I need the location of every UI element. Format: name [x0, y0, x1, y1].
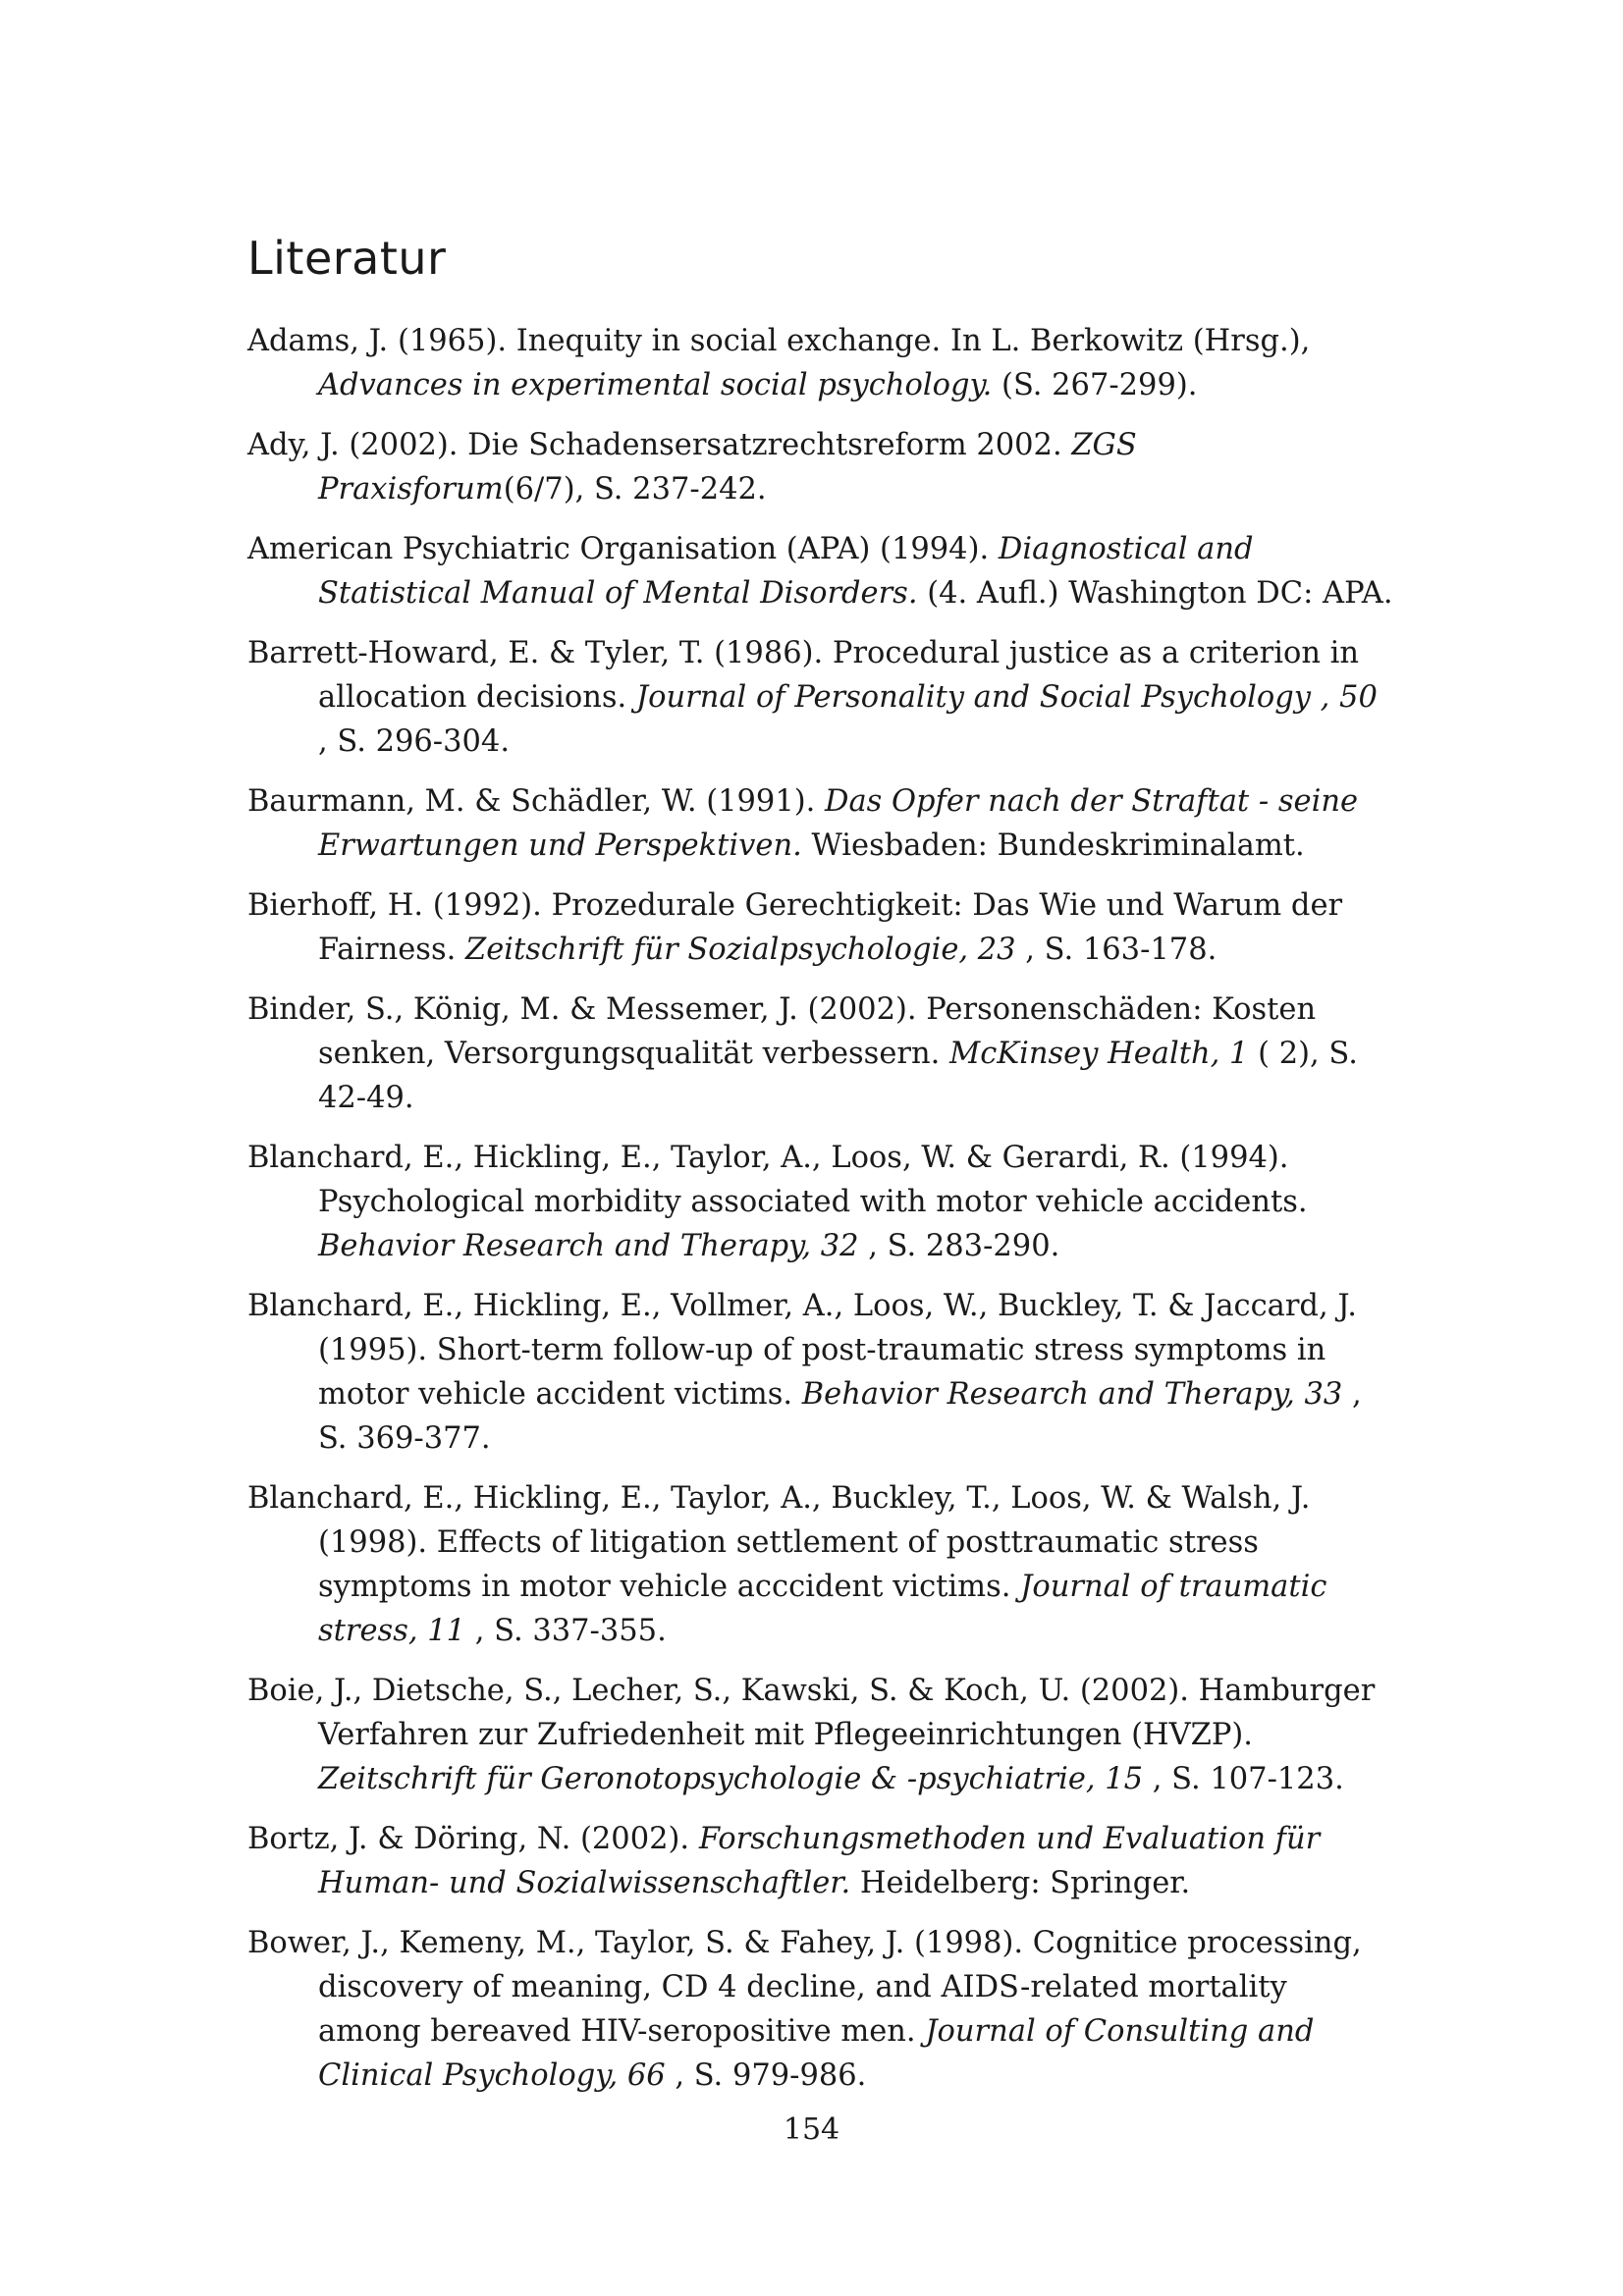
reference-text: American Psychiatric Organisation (APA) (1994).	[247, 532, 999, 566]
reference-entry	[247, 1669, 1396, 1801]
reference-text: Ady, J. (2002). Die Schadensersatzrechtsreform 2002.	[247, 428, 1072, 462]
reference-text: Blanchard, E., Hickling, E., Vollmer, A., Loos, W., Buckley, T. & Jaccard, J. (1995). Short-term follow-up of post-traumatic stress symptoms in motor vehicle accident victims.	[247, 1289, 1357, 1412]
reference-details: Heidelberg: Springer.	[850, 1866, 1191, 1900]
reference-list	[247, 319, 1396, 2113]
reference-entry	[247, 883, 1396, 972]
reference-details: (S. 267-299).	[992, 368, 1198, 402]
reference-source: Advances in experimental social psychology.	[318, 368, 993, 402]
reference-text: Boie, J., Dietsche, S., Lecher, S., Kawski, S. & Koch, U. (2002). Hamburger Verfahren zur Zufriedenheit mit Pflegeeinrichtungen (HVZP).	[247, 1674, 1376, 1752]
reference-entry	[247, 1817, 1396, 1905]
reference-text: Barrett-Howard, E. & Tyler, T. (1986). Procedural justice as a criterion in allocation decisions.	[247, 636, 1360, 715]
reference-details: , S. 337-355.	[465, 1614, 667, 1648]
reference-details: ( 2), S. 42-49.	[318, 1037, 1358, 1115]
reference-details: , S. 107-123.	[1143, 1762, 1344, 1796]
reference-source: Journal of traumatic stress, 11	[318, 1570, 1327, 1648]
reference-entry	[247, 423, 1396, 511]
reference-entry	[247, 1476, 1396, 1653]
reference-entry	[247, 988, 1396, 1120]
reference-text: Baurmann, M. & Schädler, W. (1991).	[247, 784, 826, 819]
reference-source: Diagnostical and Statistical Manual of Mental Disorders.	[318, 532, 1254, 611]
reference-source: Behavior Research and Therapy, 33	[801, 1377, 1343, 1412]
reference-source: Das Opfer nach der Straftat - seine Erwartungen und Perspektiven.	[318, 784, 1359, 863]
reference-source: Zeitschrift für Sozialpsychologie, 23	[465, 933, 1016, 967]
reference-details: , S. 979-986.	[665, 2058, 867, 2093]
page-number: 154	[783, 2112, 840, 2147]
reference-details: , S. 369-377.	[318, 1377, 1362, 1456]
reference-details: Wiesbaden: Bundeskriminalamt.	[801, 828, 1305, 863]
reference-entry	[247, 1136, 1396, 1268]
reference-entry	[247, 1284, 1396, 1461]
reference-entry	[247, 631, 1396, 764]
reference-source: Zeitschrift für Geronotopsychologie & -psychiatrie, 15	[318, 1762, 1144, 1796]
reference-source: Journal of Consulting and Clinical Psychology, 66	[318, 2014, 1315, 2093]
reference-text: Binder, S., König, M. & Messemer, J. (2002). Personenschäden: Kosten senken, Versorgungsqualität verbessern.	[247, 992, 1317, 1071]
reference-details: , S. 296-304.	[318, 724, 511, 759]
reference-entry	[247, 1921, 1396, 2098]
reference-text: Bierhoff, H. (1992). Prozedurale Gerechtigkeit: Das Wie und Warum der Fairness.	[247, 888, 1343, 967]
reference-details: , S. 283-290.	[858, 1229, 1060, 1263]
reference-source: Forschungsmethoden und Evaluation für Human- und Sozialwissenschaftler.	[318, 1822, 1321, 1900]
reference-text: Bortz, J. & Döring, N. (2002).	[247, 1822, 699, 1856]
reference-entry	[247, 527, 1396, 615]
reference-text: Adams, J. (1965). Inequity in social exchange. In L. Berkowitz (Hrsg.),	[247, 324, 1311, 358]
reference-text: Blanchard, E., Hickling, E., Taylor, A., Loos, W. & Gerardi, R. (1994). Psychological morbidity associated with motor vehicle accidents.	[247, 1141, 1308, 1219]
page-title: Literatur	[247, 232, 447, 285]
reference-text: Blanchard, E., Hickling, E., Taylor, A., Buckley, T., Loos, W. & Walsh, J. (1998). Effects of litigation settlement of posttraumatic stress symptoms in motor vehicle acccident victims.	[247, 1481, 1311, 1604]
reference-source: Journal of Personality and Social Psychology , 50	[635, 680, 1378, 715]
reference-source: Behavior Research and Therapy, 32	[318, 1229, 859, 1263]
reference-details: , S. 163-178.	[1015, 933, 1217, 967]
reference-source: ZGS Praxisforum	[318, 428, 1137, 507]
reference-details: (4. Aufl.) Washington DC: APA.	[917, 576, 1393, 611]
reference-entry	[247, 779, 1396, 868]
reference-details: (6/7), S. 237-242.	[503, 472, 767, 507]
reference-entry	[247, 319, 1396, 407]
reference-source: McKinsey Health, 1	[949, 1037, 1249, 1071]
reference-text: Bower, J., Kemeny, M., Taylor, S. & Fahey, J. (1998). Cognitice processing, discovery of meaning, CD 4 decline, and AIDS-related mortality among bereaved HIV-seropositive men.	[247, 1926, 1362, 2049]
